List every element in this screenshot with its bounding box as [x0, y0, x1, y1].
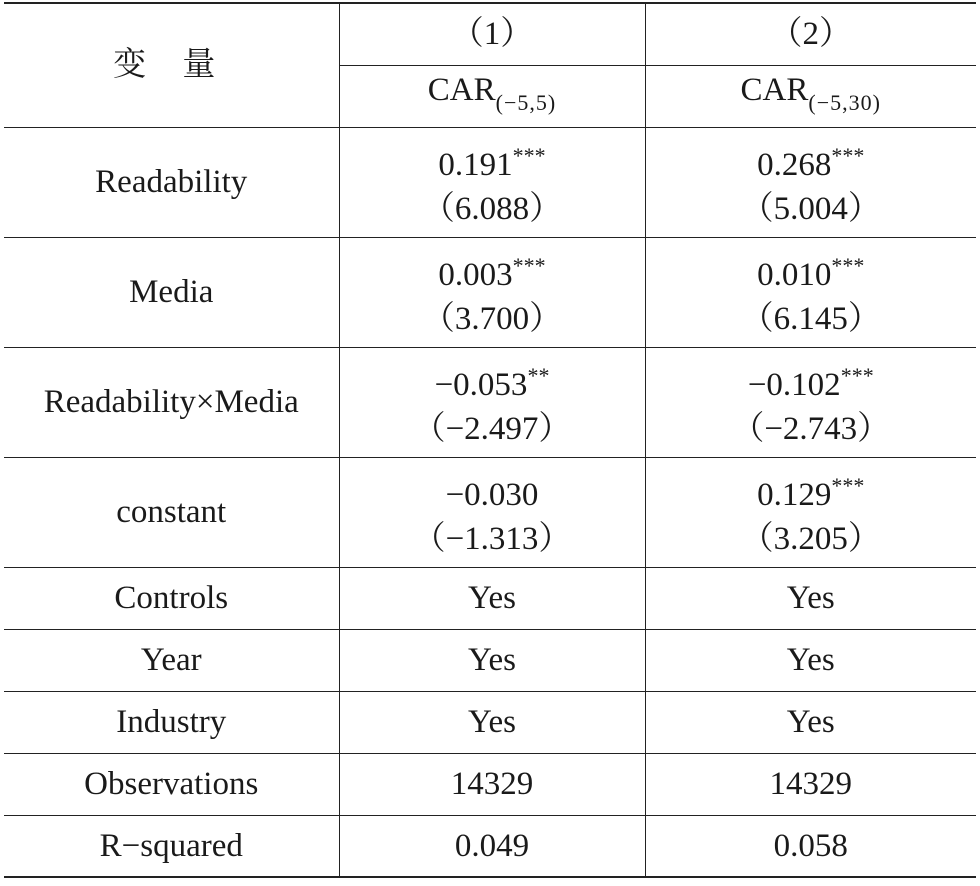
dependent-var-2-window: (−5,30) [808, 89, 881, 115]
t-statistic: （6.088） [421, 190, 563, 227]
significance-stars: *** [831, 252, 865, 278]
coefficient-value: 0.191 [438, 146, 513, 183]
estimate-cell [339, 127, 645, 237]
estimate-cell [339, 237, 645, 347]
row-label: Readability [4, 127, 339, 237]
dependent-var-1 [339, 65, 645, 127]
row-label: constant [4, 457, 339, 567]
table-cell: 14329 [645, 753, 976, 815]
coefficient [646, 354, 977, 407]
table-cell: 0.058 [645, 815, 976, 877]
table-row-interaction [4, 347, 976, 457]
t-statistic: （5.004） [740, 190, 881, 227]
regression-table [4, 2, 976, 878]
table-cell: Yes [339, 691, 645, 753]
significance-stars: *** [512, 142, 546, 168]
estimate-cell [645, 237, 976, 347]
variable-header: 变 量 [4, 3, 339, 127]
table-row-observations [4, 753, 976, 815]
coefficient-value: 0.129 [757, 476, 832, 513]
table-cell: Yes [645, 567, 976, 629]
table-cell: 0.049 [339, 815, 645, 877]
significance-stars: *** [512, 252, 546, 278]
t-statistic: （−2.497） [412, 410, 572, 447]
t-statistic: （3.700） [421, 300, 563, 337]
coefficient-value: 0.003 [438, 256, 513, 293]
header-row-model-numbers [4, 3, 976, 65]
row-label: Media [4, 237, 339, 347]
table-row-readability [4, 127, 976, 237]
row-label: Controls [4, 567, 339, 629]
row-label: R−squared [4, 815, 339, 877]
significance-stars: ** [527, 362, 550, 388]
coefficient-value: −0.030 [445, 476, 539, 513]
coefficient [646, 134, 977, 187]
table-cell: Yes [339, 567, 645, 629]
coefficient [646, 464, 977, 517]
row-label: Year [4, 629, 339, 691]
row-label: Industry [4, 691, 339, 753]
estimate-cell [339, 347, 645, 457]
table-row-controls [4, 567, 976, 629]
coefficient-value: 0.268 [757, 146, 832, 183]
significance-stars: *** [831, 142, 865, 168]
table-cell: Yes [645, 629, 976, 691]
model-number-2: （2） [645, 3, 976, 65]
estimate-cell [645, 347, 976, 457]
model-number-1: （1） [339, 3, 645, 65]
coefficient [340, 354, 645, 407]
t-statistic: （−1.313） [412, 520, 572, 557]
dependent-var-1-window: (−5,5) [495, 89, 557, 115]
coefficient [340, 464, 645, 517]
dependent-var-2-name: CAR [740, 71, 809, 108]
t-statistic: （6.145） [740, 300, 881, 337]
estimate-cell [645, 127, 976, 237]
table-cell: Yes [645, 691, 976, 753]
coefficient [646, 244, 977, 297]
table-row-constant [4, 457, 976, 567]
estimate-cell [645, 457, 976, 567]
table-row-r-squared [4, 815, 976, 877]
table-row-media [4, 237, 976, 347]
table-row-industry [4, 691, 976, 753]
table-cell: Yes [339, 629, 645, 691]
row-label: Readability×Media [4, 347, 339, 457]
coefficient-value: 0.010 [757, 256, 832, 293]
coefficient [340, 244, 645, 297]
t-statistic: （3.205） [740, 520, 881, 557]
coefficient-value: −0.053 [434, 366, 528, 403]
dependent-var-2 [645, 65, 976, 127]
estimate-cell [339, 457, 645, 567]
coefficient-value: −0.102 [747, 366, 841, 403]
significance-stars: *** [840, 362, 874, 388]
significance-stars: *** [831, 472, 865, 498]
row-label: Observations [4, 753, 339, 815]
table-row-year [4, 629, 976, 691]
table-cell: 14329 [339, 753, 645, 815]
dependent-var-1-name: CAR [427, 71, 496, 108]
coefficient [340, 134, 645, 187]
t-statistic: （−2.743） [731, 410, 891, 447]
